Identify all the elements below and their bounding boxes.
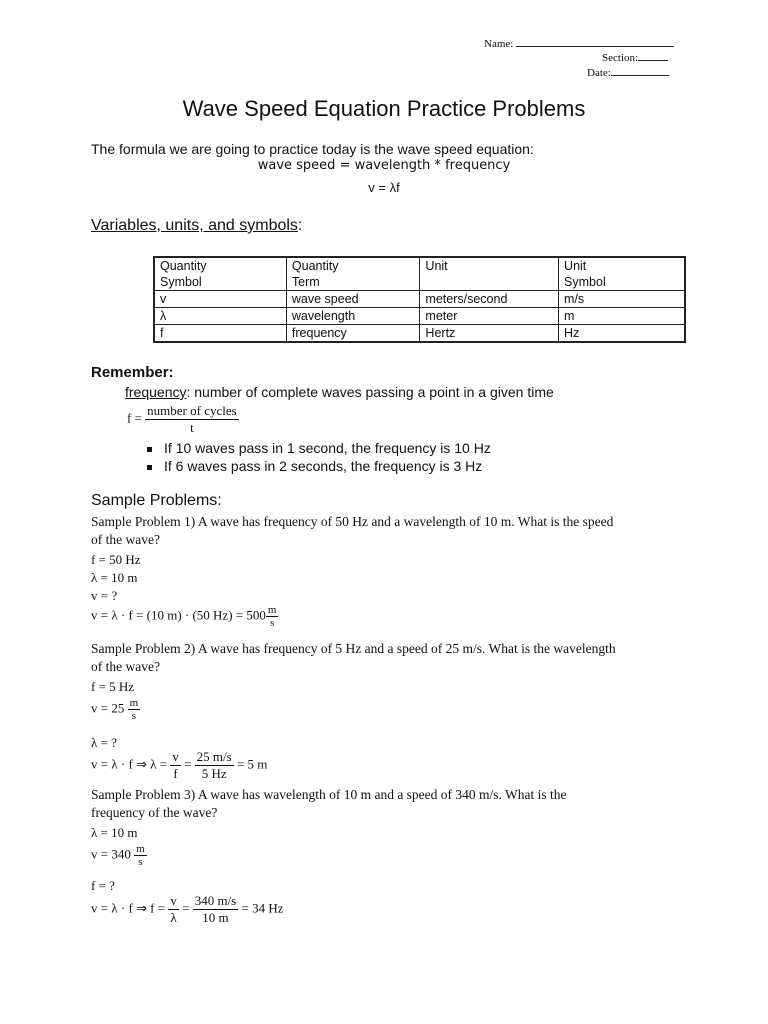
problem-1-given: λ = 10 m xyxy=(91,570,138,585)
variables-heading-text: Variables, units, and symbols xyxy=(91,217,298,234)
variables-heading xyxy=(91,217,302,235)
problem-1-given: f = 50 Hz xyxy=(91,552,141,567)
frequency-fraction-den: t xyxy=(190,420,194,435)
problem-3-text-cont: frequency of the wave? xyxy=(91,805,218,820)
frequency-fraction xyxy=(145,403,239,436)
table-cell: Hz xyxy=(559,325,685,343)
table-cell: λ xyxy=(154,308,286,325)
list-item: If 10 waves pass in 1 second, the frequency is 10 Hz xyxy=(147,440,491,456)
date-label: Date: xyxy=(587,67,611,79)
table-cell: frequency xyxy=(286,325,420,343)
table-cell: meters/second xyxy=(420,291,559,308)
name-label: Name: xyxy=(484,38,514,50)
problem-3-fraction: $\frac{v}{\lambda}$ xyxy=(170,893,177,925)
equation-symbols: v = λf xyxy=(368,180,400,195)
problem-1-unit-fraction: $\frac{m}{s}$ xyxy=(267,604,277,629)
name-field xyxy=(484,36,674,50)
table-header-cell: Quantity Symbol xyxy=(154,257,286,291)
section-field xyxy=(602,50,668,64)
frequency-formula xyxy=(127,403,239,436)
table-cell: wavelength xyxy=(286,308,420,325)
problem-3-given: f = ? xyxy=(91,878,115,893)
problem-2-given: λ = ? xyxy=(91,735,117,750)
sample-problems-heading: Sample Problems: xyxy=(91,492,222,509)
name-blank xyxy=(516,36,674,47)
problem-3-solution: v = λ · f ⇒ f = $\frac{v}{\lambda}$ = $\frac{340 m/s}{10 m}$ = 34 Hz xyxy=(91,893,284,925)
date-blank xyxy=(611,65,669,76)
table-row xyxy=(154,325,685,343)
problem-2-text-cont: of the wave? xyxy=(91,659,160,674)
problem-3-value-fraction: $\frac{340 m/s}{10 m}$ xyxy=(194,893,237,925)
table-header-cell: Unit Symbol xyxy=(559,257,685,291)
frequency-definition xyxy=(125,384,554,400)
table-cell: m xyxy=(559,308,685,325)
problem-3-unit-fraction: $\frac{m}{s}$ xyxy=(136,843,145,868)
table-row xyxy=(154,291,685,308)
problem-3-text: Sample Problem 3) A wave has wavelength of 10 m and a speed of 340 m/s. What is the xyxy=(91,787,567,802)
problem-3-given: λ = 10 m xyxy=(91,825,138,840)
problem-1-text-cont: of the wave? xyxy=(91,532,160,547)
frequency-definition-text: : number of complete waves passing a point in a given time xyxy=(186,384,554,400)
problem-1-given: v = ? xyxy=(91,588,118,603)
frequency-term: frequency xyxy=(125,384,187,400)
page-title: Wave Speed Equation Practice Problems xyxy=(182,96,586,121)
table-cell: v xyxy=(154,291,286,308)
table-cell: Hertz xyxy=(420,325,559,343)
intro-text: The formula we are going to practice today is the wave speed equation: xyxy=(91,141,534,157)
frequency-formula-lhs: f = xyxy=(127,410,142,426)
table-cell: meter xyxy=(420,308,559,325)
table-cell: f xyxy=(154,325,286,343)
problem-3-given: v = 340 $\frac{m}{s}$ xyxy=(91,843,145,868)
bullet-icon xyxy=(147,465,152,470)
variables-heading-colon: : xyxy=(297,217,303,234)
table-cell: m/s xyxy=(559,291,685,308)
table-header-cell: Unit xyxy=(420,257,559,291)
table-row xyxy=(154,308,685,325)
equation-words: wave speed = wavelength * frequency xyxy=(257,158,511,173)
problem-2-given: v = 25 $\frac{m}{s}$ xyxy=(91,697,139,722)
problem-2-unit-fraction: $\frac{m}{s}$ xyxy=(129,697,139,722)
problem-2-text: Sample Problem 2) A wave has frequency of 5 Hz and a speed of 25 m/s. What is the wavelength xyxy=(91,641,616,656)
date-field xyxy=(587,65,669,79)
problem-2-given: f = 5 Hz xyxy=(91,679,135,694)
table-cell: wave speed xyxy=(286,291,420,308)
problem-1-text: Sample Problem 1) A wave has frequency of 50 Hz and a wavelength of 10 m. What is the speed xyxy=(91,514,614,529)
section-label: Section: xyxy=(602,52,639,64)
list-item: If 6 waves pass in 2 seconds, the frequency is 3 Hz xyxy=(147,458,482,474)
table-header-row xyxy=(154,257,685,291)
table-header-cell: Quantity Term xyxy=(286,257,420,291)
section-blank xyxy=(638,50,668,61)
problem-2-value-fraction: $\frac{25 m/s}{5 Hz}$ xyxy=(196,749,232,781)
problem-2-fraction: $\frac{v}{f}$ xyxy=(172,749,179,781)
problem-2-solution: v = λ · f ⇒ λ = $\frac{v}{f}$ = $\frac{25 m/s}{5 Hz}$ = 5 m xyxy=(91,749,268,781)
bullet-icon xyxy=(147,447,152,452)
variables-table xyxy=(153,256,686,343)
frequency-fraction-num: number of cycles xyxy=(147,403,237,418)
problem-1-solution: v = λ · f = (10 m) · (50 Hz) = 500 $\frac{m}{s}$ xyxy=(91,604,277,629)
remember-heading: Remember: xyxy=(91,364,174,381)
